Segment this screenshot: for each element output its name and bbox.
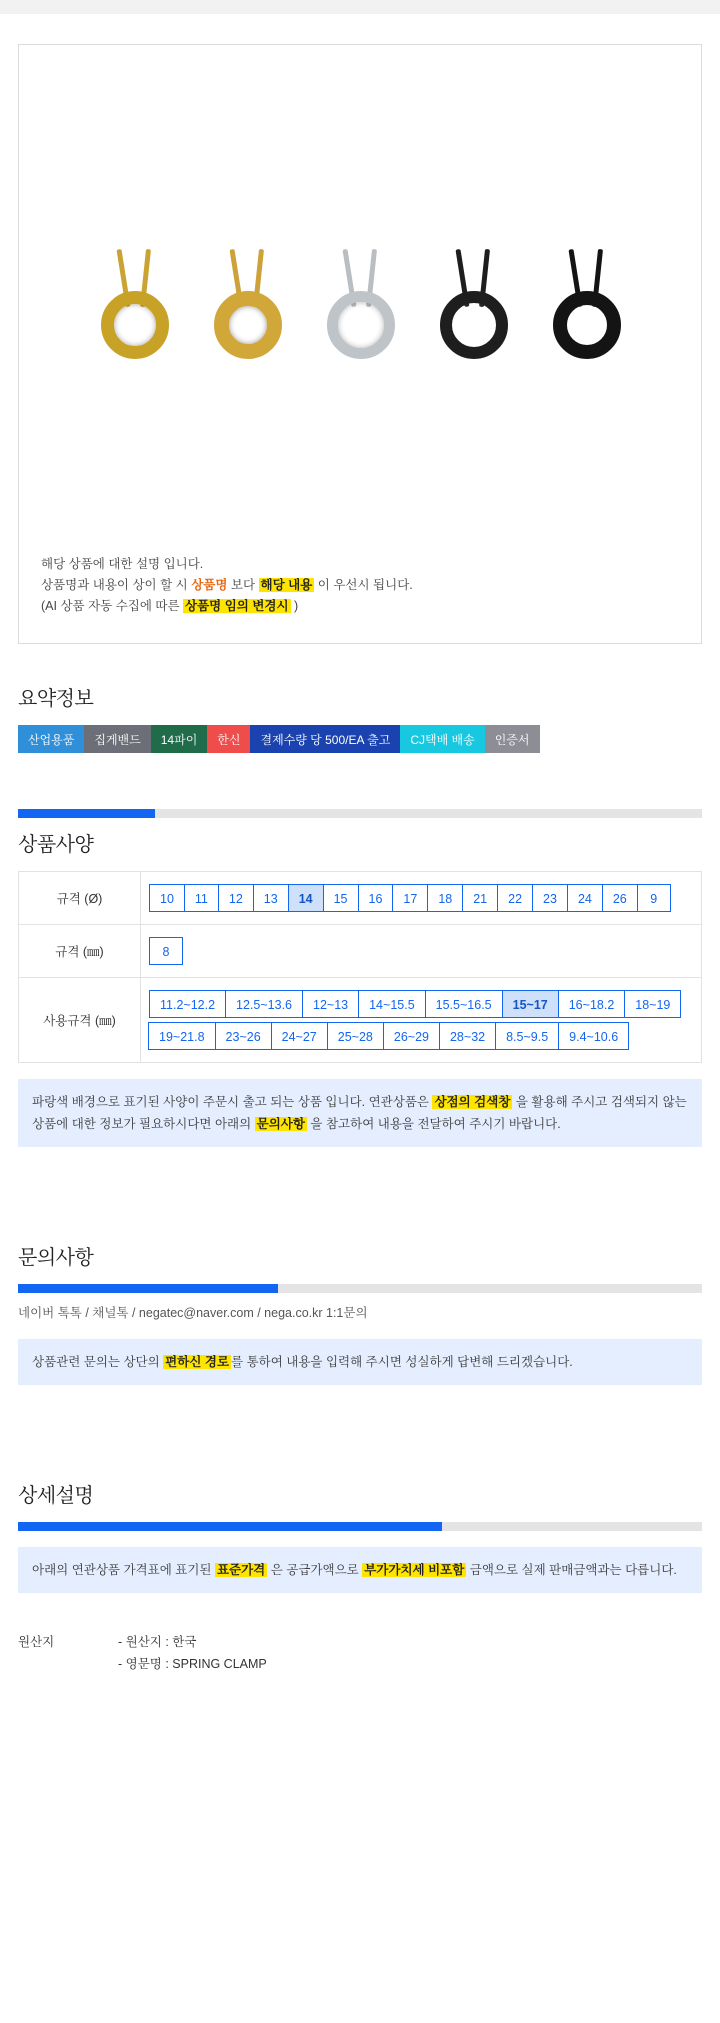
hero-note-3a: (AI 상품 자동 수집에 따른 bbox=[41, 599, 184, 613]
spacer-1 bbox=[0, 753, 720, 809]
spec-note-d: 문의사항 bbox=[256, 1117, 305, 1131]
chip-diameter[interactable]: 16 bbox=[358, 884, 394, 912]
spec-row-mm bbox=[19, 925, 702, 978]
chip-diameter[interactable]: 17 bbox=[392, 884, 428, 912]
chip-usable[interactable]: 12.5~13.6 bbox=[225, 990, 303, 1018]
spring-clamp-black-1-icon bbox=[426, 255, 521, 375]
chip-diameter[interactable]: 18 bbox=[427, 884, 463, 912]
chip-diameter[interactable]: 11 bbox=[184, 884, 219, 912]
tag-clamp-band: 집게밴드 bbox=[84, 725, 150, 753]
hero-image-box bbox=[18, 44, 702, 644]
inquiry-note bbox=[18, 1339, 702, 1385]
detail-note-d: 부가가치세 비포함 bbox=[364, 1563, 465, 1577]
chip-diameter[interactable]: 21 bbox=[462, 884, 498, 912]
origin-label: 원산지 bbox=[18, 1635, 55, 1649]
origin-line-country: - 원산지 : 한국 bbox=[118, 1635, 197, 1649]
detail-note-e: 금액으로 실제 판매금액과는 다릅니다. bbox=[466, 1563, 677, 1577]
chip-diameter[interactable]: 24 bbox=[567, 884, 603, 912]
origin-line-english-name: - 영문명 : SPRING CLAMP bbox=[118, 1657, 267, 1671]
spec-values-usable bbox=[141, 978, 702, 1063]
tag-cj-delivery: CJ택배 배송 bbox=[400, 725, 484, 753]
chip-diameter[interactable]: 23 bbox=[532, 884, 568, 912]
spacer-2 bbox=[0, 1147, 720, 1203]
spec-note bbox=[18, 1079, 702, 1147]
spacer-3 bbox=[0, 1385, 720, 1441]
detail-heading: 상세설명 bbox=[18, 1485, 94, 1507]
chip-diameter[interactable]: 22 bbox=[497, 884, 533, 912]
chip-usable-selected[interactable]: 15~17 bbox=[502, 990, 559, 1018]
spring-clamp-gold-1-icon bbox=[87, 255, 182, 375]
detail-note-c: 은 공급가액으로 bbox=[267, 1563, 363, 1577]
inquiry-rule bbox=[18, 1284, 702, 1293]
spring-clamp-silver-icon bbox=[313, 255, 408, 375]
chip-usable[interactable]: 28~32 bbox=[439, 1022, 496, 1050]
hero-note-2c: 보다 bbox=[227, 578, 259, 592]
tag-shipping-qty: 결제수량 당 500/EA 출고 bbox=[250, 725, 400, 753]
inquiry-note-c: 를 통하여 내용을 입력해 주시면 성실하게 답변해 드리겠습니다. bbox=[231, 1355, 573, 1369]
spec-note-b: 상점의 검색창 bbox=[434, 1095, 511, 1109]
spec-label-usable: 사용규격 (㎜) bbox=[19, 978, 141, 1063]
spec-row-diameter bbox=[19, 872, 702, 925]
spec-heading: 상품사양 bbox=[18, 834, 94, 856]
chip-usable[interactable]: 9.4~10.6 bbox=[558, 1022, 629, 1050]
spring-clamp-black-2-icon bbox=[539, 255, 634, 375]
spring-clamp-gold-2-icon bbox=[200, 255, 295, 375]
hero-note-line-2 bbox=[41, 575, 413, 596]
chip-usable[interactable]: 26~29 bbox=[383, 1022, 440, 1050]
summary-tag-strip bbox=[18, 725, 702, 753]
tag-14pi: 14파이 bbox=[151, 725, 208, 753]
chip-usable[interactable]: 25~28 bbox=[327, 1022, 384, 1050]
spec-rule bbox=[18, 809, 702, 818]
chip-diameter[interactable]: 9 bbox=[637, 884, 671, 912]
inquiry-note-a: 상품관련 문의는 상단의 bbox=[32, 1355, 164, 1369]
top-gray-bar bbox=[0, 0, 720, 14]
chip-diameter[interactable]: 13 bbox=[253, 884, 289, 912]
hero-note-2d: 해당 내용 bbox=[260, 578, 313, 592]
hero-note-2e: 이 우선시 됩니다. bbox=[314, 578, 413, 592]
chip-usable[interactable]: 19~21.8 bbox=[148, 1022, 216, 1050]
detail-note-a: 아래의 연관상품 가격표에 표기된 bbox=[32, 1563, 215, 1577]
chip-usable[interactable]: 12~13 bbox=[302, 990, 359, 1018]
spec-note-a: 파랑색 배경으로 표기된 사양이 주문시 출고 되는 상품 입니다. 연관상품은 bbox=[32, 1095, 433, 1109]
chip-usable[interactable]: 8.5~9.5 bbox=[495, 1022, 559, 1050]
inquiry-note-b: 편하신 경로 bbox=[165, 1355, 230, 1369]
chip-usable[interactable]: 16~18.2 bbox=[558, 990, 626, 1018]
hero-note-2a: 상품명과 내용이 상이 할 시 bbox=[41, 578, 192, 592]
spec-values-mm bbox=[141, 925, 702, 978]
summary-heading: 요약정보 bbox=[18, 688, 94, 710]
origin-table bbox=[18, 1627, 702, 1679]
hero-note-3c: ) bbox=[290, 599, 299, 613]
tag-industrial: 산업용품 bbox=[18, 725, 84, 753]
spec-label-mm: 규격 (㎜) bbox=[19, 925, 141, 978]
tag-certificate: 인증서 bbox=[485, 725, 540, 753]
spec-note-c: 을 활용해 주시고 검색되지 않는 상품에 대한 정보가 필요하시다면 아래의 bbox=[32, 1095, 687, 1131]
inquiry-heading: 문의사항 bbox=[18, 1247, 94, 1269]
chip-usable[interactable]: 11.2~12.2 bbox=[149, 990, 226, 1018]
hero-note-line-3 bbox=[41, 596, 413, 617]
chip-usable[interactable]: 24~27 bbox=[271, 1022, 328, 1050]
hero-note-3b: 상품명 임의 변경시 bbox=[185, 599, 289, 613]
chip-diameter[interactable]: 10 bbox=[149, 884, 185, 912]
chip-diameter[interactable]: 26 bbox=[602, 884, 638, 912]
chip-usable[interactable]: 15.5~16.5 bbox=[425, 990, 503, 1018]
origin-row bbox=[18, 1627, 702, 1679]
detail-note bbox=[18, 1547, 702, 1593]
chip-diameter-selected[interactable]: 14 bbox=[288, 884, 324, 912]
hero-note-line-1: 해당 상품에 대한 설명 입니다. bbox=[41, 557, 204, 571]
tag-hanshin: 한신 bbox=[207, 725, 250, 753]
chip-usable[interactable]: 23~26 bbox=[215, 1022, 272, 1050]
hero-description bbox=[41, 554, 413, 617]
chip-usable[interactable]: 18~19 bbox=[624, 990, 681, 1018]
hero-note-2b: 상품명 bbox=[191, 578, 228, 592]
spec-note-e: 을 참고하여 내용을 전달하여 주시기 바랍니다. bbox=[306, 1117, 561, 1131]
clamp-image-row bbox=[19, 235, 701, 395]
spec-row-usable bbox=[19, 978, 702, 1063]
chip-mm[interactable]: 8 bbox=[149, 937, 183, 965]
detail-rule bbox=[18, 1522, 702, 1531]
spec-values-diameter bbox=[141, 872, 702, 925]
chip-diameter[interactable]: 15 bbox=[323, 884, 359, 912]
spec-table bbox=[18, 871, 702, 1063]
chip-diameter[interactable]: 12 bbox=[218, 884, 254, 912]
chip-usable[interactable]: 14~15.5 bbox=[358, 990, 426, 1018]
origin-values bbox=[118, 1627, 702, 1679]
spec-label-diameter: 규격 (Ø) bbox=[19, 872, 141, 925]
inquiry-channels: 네이버 톡톡 / 채널톡 / negatec@naver.com / nega.co.kr 1:1문의 bbox=[18, 1306, 368, 1320]
detail-note-b: 표준가격 bbox=[216, 1563, 266, 1577]
